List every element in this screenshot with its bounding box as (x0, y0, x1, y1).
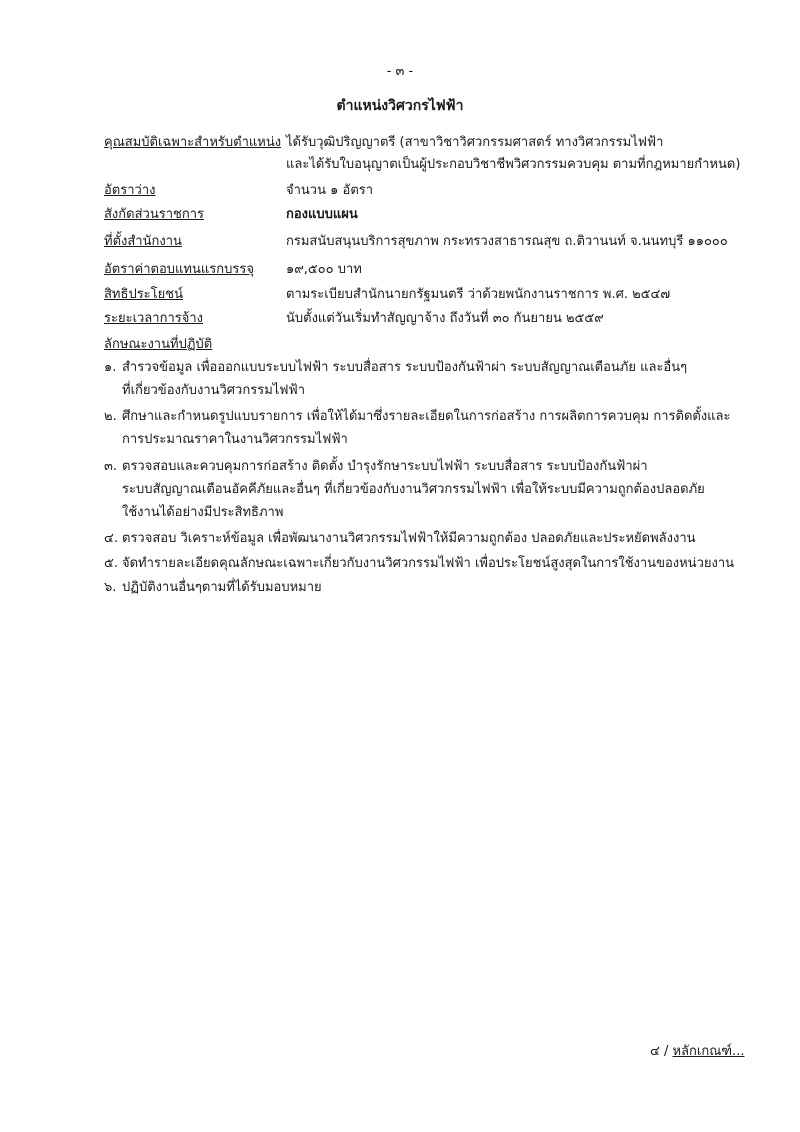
info-value: กรมสนับสนุนบริการสุขภาพ กระทรวงสาธารณสุข ถ.ติวานนท์ จ.นนทบุรี ๑๑๐๐๐ (286, 234, 728, 249)
info-value: นับตั้งแต่วันเริ่มทำสัญญาจ้าง ถึงวันที่ ๓๐ กันยายน ๒๕๕๙ (286, 311, 604, 326)
info-value: กองแบบแผน (286, 207, 358, 222)
info-value: จำนวน ๑ อัตรา (286, 183, 374, 198)
footer-page-number: ๔ / (650, 1044, 673, 1059)
info-label: อัตราค่าตอบแทนแรกบรรจุ (104, 262, 254, 277)
info-label: สังกัดส่วนราชการ (104, 207, 204, 222)
next-page-footer (650, 1040, 744, 1061)
info-value: ตามระเบียบสำนักนายกรัฐมนตรี ว่าด้วยพนักงานราชการ พ.ศ. ๒๕๔๗ (286, 287, 671, 302)
duty-number: ๔. (104, 531, 118, 546)
page-title: ตำแหน่งวิศวกรไฟฟ้า (336, 98, 464, 114)
info-label: คุณสมบัติเฉพาะสำหรับตำแหน่ง (104, 135, 282, 150)
duty-text: ปฏิบัติงานอื่นๆตามที่ได้รับมอบหมาย (122, 580, 322, 595)
info-label: ที่ตั้งสำนักงาน (104, 234, 182, 249)
duties-heading: ลักษณะงานที่ปฏิบัติ (104, 337, 213, 352)
duty-number: ๖. (104, 580, 117, 595)
duty-number: ๑. (104, 360, 117, 375)
info-label: อัตราว่าง (104, 183, 156, 198)
next-section-link: หลักเกณฑ์... (672, 1044, 745, 1059)
duty-text: ตรวจสอบและควบคุมการก่อสร้าง ติดตั้ง บำรุงรักษาระบบไฟฟ้า ระบบสื่อสาร ระบบป้องกันฟ้าผ่า ระบบสัญญาณเตือนอัคคีภัยและอื่นๆ ที่เกี่ยวข้องกับงานวิศวกรรมไฟฟ้า เพื่อให้ระบบมีความถูกต้องปลอดภัย ใช้งานได้อย่างมีประสิทธิภาพ (122, 459, 705, 520)
page-number: - ๓ - (386, 64, 414, 79)
duty-number: ๒. (104, 409, 117, 424)
info-row-qualification (104, 132, 764, 176)
duty-number: ๕. (104, 556, 118, 571)
info-label: ระยะเวลาการจ้าง (104, 311, 203, 326)
info-value: ๑๙,๕๐๐ บาท (286, 262, 362, 277)
duty-text: ตรวจสอบ วิเคราะห์ข้อมูล เพื่อพัฒนางานวิศวกรรมไฟฟ้าให้มีความถูกต้อง ปลอดภัยและประหยัดพลังงาน (122, 531, 696, 546)
duty-text: ศึกษาและกำหนดรูปแบบรายการ เพื่อให้ได้มาซึ่งรายละเอียดในการก่อสร้าง การผลิตการควบคุม การติดตั้งและ การประมาณราคาในงานวิศวกรรมไฟฟ้า (122, 409, 731, 447)
duty-number: ๓. (104, 459, 118, 474)
info-value: ได้รับวุฒิปริญญาตรี (สาขาวิชาวิศวกรรมศาสตร์ ทางวิศวกรรมไฟฟ้า และได้รับใบอนุญาตเป็นผู้ประกอบวิชาชีพวิศวกรรมควบคุม ตามที่กฎหมายกำหนด) (286, 135, 741, 172)
duty-text: จัดทำรายละเอียดคุณลักษณะเฉพาะเกี่ยวกับงานวิศวกรรมไฟฟ้า เพื่อประโยชน์สูงสุดในการใช้งานของหน่วยงาน (122, 556, 735, 571)
duty-text: สำรวจข้อมูล เพื่อออกแบบระบบไฟฟ้า ระบบสื่อสาร ระบบป้องกันฟ้าผ่า ระบบสัญญาณเตือนภัย และอื่นๆ ที่เกี่ยวข้องกับงานวิศวกรรมไฟฟ้า (122, 360, 688, 398)
info-label: สิทธิประโยชน์ (104, 287, 183, 302)
